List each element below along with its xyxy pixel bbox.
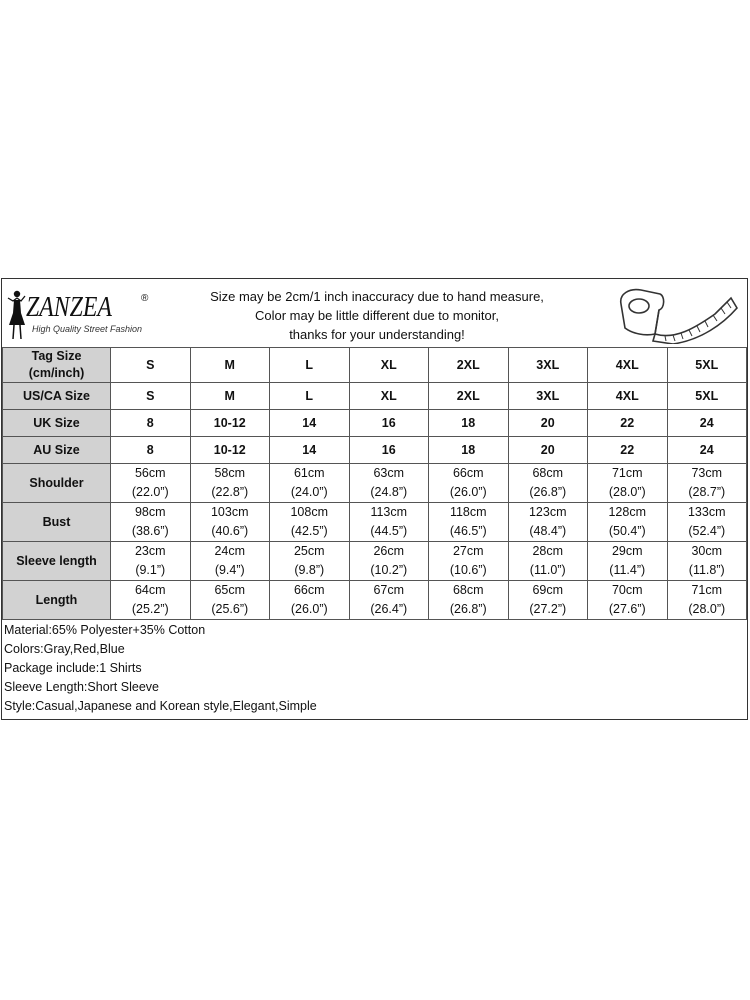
inch-value: (52.4”) (688, 524, 726, 538)
table-cell (270, 542, 350, 581)
table-cell: 16 (349, 410, 429, 437)
table-cell: 4XL (588, 348, 668, 383)
inch-value: (9.4”) (214, 563, 245, 577)
cm-value: 23cm (134, 544, 166, 558)
inch-value: (44.5”) (370, 524, 408, 538)
cm-value: 128cm (608, 505, 647, 519)
cm-value: 70cm (611, 583, 643, 597)
cm-value: 27cm (452, 544, 484, 558)
table-cell: 14 (270, 437, 350, 464)
inch-value: (10.2”) (370, 563, 408, 577)
chart-header (2, 279, 747, 347)
table-cell: S (111, 348, 191, 383)
cm-value: 103cm (210, 505, 249, 519)
table-cell: 8 (111, 410, 191, 437)
inch-value: (25.2”) (131, 602, 169, 616)
table-row (3, 542, 747, 581)
notice-line: thanks for your understanding! (289, 327, 465, 342)
table-cell (588, 542, 668, 581)
cm-value: 123cm (528, 505, 567, 519)
notice-line: Color may be little different due to monitor, (255, 308, 499, 323)
cm-value: 108cm (290, 505, 329, 519)
inch-value: (11.0”) (529, 563, 566, 577)
size-table (2, 347, 747, 620)
detail-style: Style:Casual,Japanese and Korean style,Elegant,Simple (4, 699, 317, 713)
cm-value: 133cm (687, 505, 726, 519)
row-header: Bust (3, 503, 111, 542)
tag-size-label: Tag Size (31, 349, 82, 363)
table-cell (190, 503, 270, 542)
inch-value: (11.8”) (688, 563, 725, 577)
brand-logo (4, 287, 164, 343)
table-cell (190, 581, 270, 620)
table-cell: 20 (508, 437, 588, 464)
table-cell: 8 (111, 437, 191, 464)
table-cell: L (270, 348, 350, 383)
cm-value: 58cm (214, 466, 246, 480)
table-cell: M (190, 348, 270, 383)
inch-value: (27.2”) (529, 602, 567, 616)
cm-value: 64cm (134, 583, 166, 597)
table-cell: 22 (588, 410, 668, 437)
table-cell (508, 581, 588, 620)
row-header (3, 348, 111, 383)
cm-value: 65cm (214, 583, 246, 597)
detail-package: Package include:1 Shirts (4, 661, 142, 675)
inch-value: (22.0”) (131, 485, 169, 499)
row-header: Shoulder (3, 464, 111, 503)
table-cell: 18 (429, 437, 509, 464)
table-row (3, 437, 747, 464)
row-header: Sleeve length (3, 542, 111, 581)
table-cell (111, 464, 191, 503)
cm-value: 30cm (691, 544, 723, 558)
table-cell (111, 542, 191, 581)
table-cell: M (190, 383, 270, 410)
table-cell: 10-12 (190, 437, 270, 464)
brand-name: ZANZEA (26, 291, 112, 323)
inch-value: (26.8”) (529, 485, 567, 499)
row-header: AU Size (3, 437, 111, 464)
table-cell: 16 (349, 437, 429, 464)
inch-value: (40.6”) (211, 524, 249, 538)
table-cell (429, 581, 509, 620)
inch-value: (46.5”) (449, 524, 487, 538)
cm-value: 113cm (370, 505, 408, 519)
table-cell (270, 503, 350, 542)
brand-tagline: High Quality Street Fashion (32, 324, 143, 334)
unit-label: (cm/inch) (28, 366, 85, 380)
table-cell (588, 581, 668, 620)
inch-value: (26.4”) (370, 602, 408, 616)
inch-value: (26.0”) (290, 602, 328, 616)
table-cell (190, 464, 270, 503)
table-cell: 2XL (429, 383, 509, 410)
cm-value: 98cm (134, 505, 166, 519)
table-cell (111, 581, 191, 620)
table-cell (349, 503, 429, 542)
cm-value: 29cm (611, 544, 643, 558)
inch-value: (26.8”) (449, 602, 487, 616)
inch-value: (28.0”) (608, 485, 646, 499)
table-cell: L (270, 383, 350, 410)
table-cell (349, 542, 429, 581)
table-cell: 3XL (508, 383, 588, 410)
table-cell: S (111, 383, 191, 410)
inch-value: (42.5”) (290, 524, 328, 538)
table-cell (508, 464, 588, 503)
table-row (3, 503, 747, 542)
cm-value: 63cm (373, 466, 405, 480)
cm-value: 25cm (293, 544, 325, 558)
table-row (3, 581, 747, 620)
table-cell (429, 464, 509, 503)
cm-value: 118cm (449, 505, 487, 519)
table-cell: 3XL (508, 348, 588, 383)
cm-value: 68cm (532, 466, 564, 480)
table-cell: XL (349, 348, 429, 383)
table-cell (270, 464, 350, 503)
cm-value: 56cm (134, 466, 166, 480)
inch-value: (22.8”) (211, 485, 249, 499)
inch-value: (38.6”) (131, 524, 169, 538)
table-cell (508, 542, 588, 581)
table-cell (429, 503, 509, 542)
table-cell (667, 542, 747, 581)
table-cell (667, 464, 747, 503)
inch-value: (28.0”) (688, 602, 726, 616)
cm-value: 66cm (293, 583, 325, 597)
table-cell: 2XL (429, 348, 509, 383)
table-cell (667, 581, 747, 620)
table-cell: 20 (508, 410, 588, 437)
cm-value: 71cm (691, 583, 723, 597)
detail-material: Material:65% Polyester+35% Cotton (4, 623, 206, 637)
table-cell (508, 503, 588, 542)
cm-value: 26cm (373, 544, 405, 558)
inch-value: (9.1”) (135, 563, 166, 577)
table-cell (429, 542, 509, 581)
cm-value: 24cm (214, 544, 246, 558)
disclaimer-notice (167, 287, 587, 344)
table-row (3, 348, 747, 383)
inch-value: (26.0”) (449, 485, 487, 499)
size-chart (1, 278, 748, 720)
table-cell (111, 503, 191, 542)
registered-mark: ® (141, 293, 149, 304)
row-header: UK Size (3, 410, 111, 437)
table-cell (349, 464, 429, 503)
table-cell: 14 (270, 410, 350, 437)
inch-value: (50.4”) (608, 524, 646, 538)
inch-value: (27.6”) (608, 602, 646, 616)
cm-value: 73cm (691, 466, 723, 480)
table-row (3, 383, 747, 410)
cm-value: 66cm (452, 466, 484, 480)
table-cell: 24 (667, 410, 747, 437)
table-cell (588, 464, 668, 503)
table-row (3, 410, 747, 437)
table-cell (190, 542, 270, 581)
table-cell (349, 581, 429, 620)
table-cell: 4XL (588, 383, 668, 410)
table-cell: 22 (588, 437, 668, 464)
detail-colors: Colors:Gray,Red,Blue (4, 642, 125, 656)
inch-value: (25.6”) (211, 602, 249, 616)
inch-value: (9.8”) (294, 563, 325, 577)
table-cell: 5XL (667, 348, 747, 383)
measuring-tape-icon (615, 284, 740, 344)
cm-value: 61cm (293, 466, 325, 480)
inch-value: (48.4”) (529, 524, 567, 538)
table-cell: 5XL (667, 383, 747, 410)
table-cell (270, 581, 350, 620)
row-header: Length (3, 581, 111, 620)
table-cell (588, 503, 668, 542)
table-row (3, 464, 747, 503)
inch-value: (10.6”) (449, 563, 487, 577)
cm-value: 68cm (452, 583, 484, 597)
notice-line: Size may be 2cm/1 inch inaccuracy due to hand measure, (210, 289, 544, 304)
table-cell: 18 (429, 410, 509, 437)
table-cell (667, 503, 747, 542)
cm-value: 71cm (611, 466, 643, 480)
inch-value: (28.7”) (688, 485, 726, 499)
inch-value: (24.0”) (290, 485, 328, 499)
row-header: US/CA Size (3, 383, 111, 410)
inch-value: (11.4”) (609, 563, 646, 577)
product-details (4, 621, 317, 716)
table-cell: 24 (667, 437, 747, 464)
inch-value: (24.8”) (370, 485, 408, 499)
detail-sleeve-length: Sleeve Length:Short Sleeve (4, 680, 159, 694)
cm-value: 67cm (373, 583, 405, 597)
table-cell: 10-12 (190, 410, 270, 437)
table-cell: XL (349, 383, 429, 410)
cm-value: 28cm (532, 544, 564, 558)
cm-value: 69cm (532, 583, 564, 597)
